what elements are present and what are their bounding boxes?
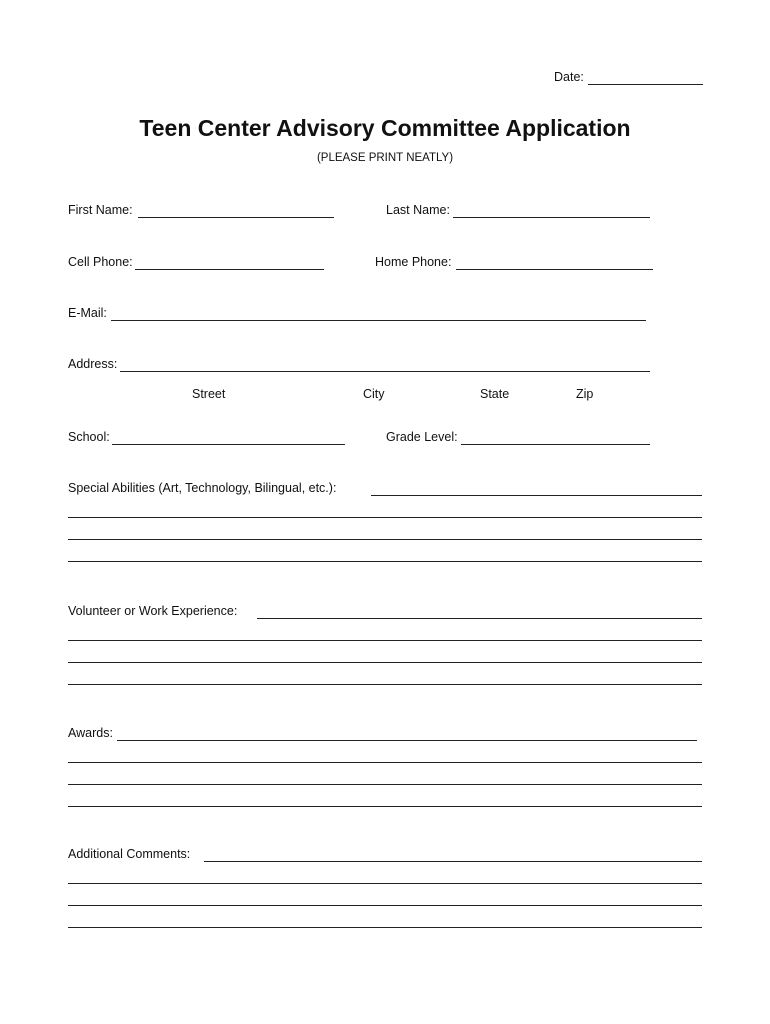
additional-comments-line[interactable] bbox=[68, 905, 702, 906]
awards-line[interactable] bbox=[68, 806, 702, 807]
date-field[interactable] bbox=[588, 84, 703, 85]
additional-comments-line[interactable] bbox=[68, 883, 702, 884]
address-street-label: Street bbox=[192, 387, 226, 401]
volunteer-experience-line[interactable] bbox=[68, 662, 702, 663]
volunteer-experience-label: Volunteer or Work Experience: bbox=[68, 604, 238, 618]
address-state-label: State bbox=[480, 387, 510, 401]
awards-line[interactable] bbox=[68, 762, 702, 763]
email-label: E-Mail: bbox=[68, 306, 107, 320]
email-field[interactable] bbox=[111, 320, 646, 321]
home-phone-field[interactable] bbox=[456, 269, 653, 270]
first-name-label: First Name: bbox=[68, 203, 133, 217]
address-field[interactable] bbox=[120, 371, 650, 372]
page-title: Teen Center Advisory Committee Application bbox=[139, 115, 631, 141]
special-abilities-line[interactable] bbox=[68, 517, 702, 518]
grade-level-field[interactable] bbox=[461, 444, 650, 445]
address-zip-label: Zip bbox=[576, 387, 594, 401]
address-label: Address: bbox=[68, 357, 118, 371]
awards-line[interactable] bbox=[68, 784, 702, 785]
special-abilities-line[interactable] bbox=[68, 539, 702, 540]
last-name-field[interactable] bbox=[453, 217, 650, 218]
date-label: Date: bbox=[554, 70, 584, 84]
special-abilities-label: Special Abilities (Art, Technology, Bilingual, etc.): bbox=[68, 481, 337, 495]
cell-phone-field[interactable] bbox=[135, 269, 324, 270]
school-field[interactable] bbox=[112, 444, 345, 445]
special-abilities-line[interactable] bbox=[68, 561, 702, 562]
first-name-field[interactable] bbox=[138, 217, 334, 218]
grade-level-label: Grade Level: bbox=[386, 430, 458, 444]
school-label: School: bbox=[68, 430, 110, 444]
awards-label: Awards: bbox=[68, 726, 113, 740]
home-phone-label: Home Phone: bbox=[375, 255, 452, 269]
volunteer-experience-field[interactable] bbox=[257, 618, 702, 619]
page-subtitle: (PLEASE PRINT NEATLY) bbox=[316, 152, 454, 164]
address-city-label: City bbox=[363, 387, 385, 401]
additional-comments-field[interactable] bbox=[204, 861, 702, 862]
volunteer-experience-line[interactable] bbox=[68, 684, 702, 685]
special-abilities-field[interactable] bbox=[371, 495, 702, 496]
additional-comments-label: Additional Comments: bbox=[68, 847, 191, 861]
cell-phone-label: Cell Phone: bbox=[68, 255, 133, 269]
awards-field[interactable] bbox=[117, 740, 697, 741]
additional-comments-line[interactable] bbox=[68, 927, 702, 928]
volunteer-experience-line[interactable] bbox=[68, 640, 702, 641]
last-name-label: Last Name: bbox=[386, 203, 450, 217]
